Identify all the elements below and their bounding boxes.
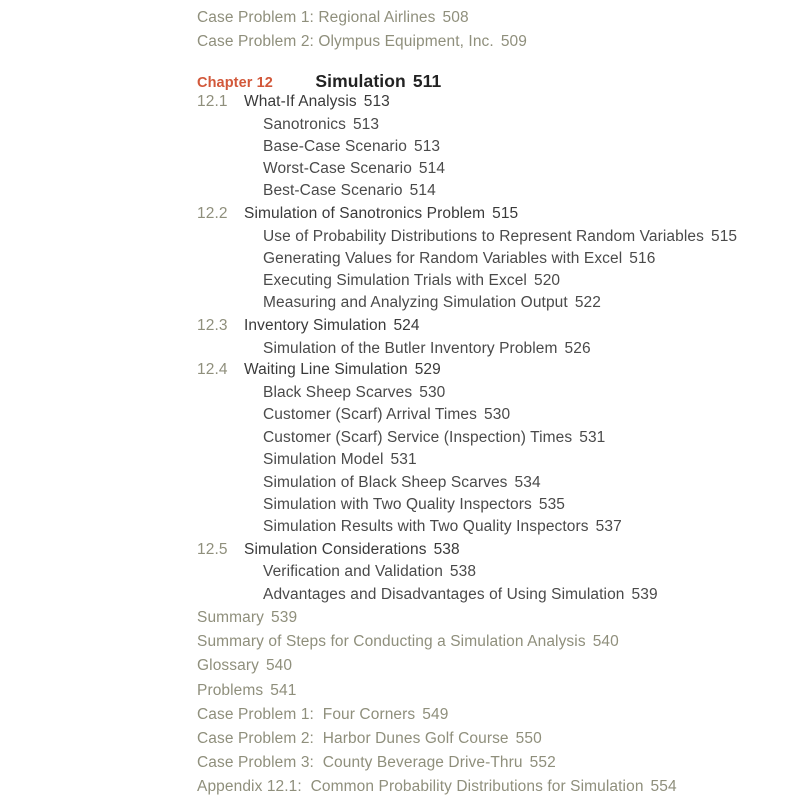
entry-title: Appendix 12.1: Common Probability Distributions for Simulation	[197, 778, 644, 795]
section-page: 515	[492, 205, 519, 222]
entry-title: Glossary	[197, 657, 259, 674]
section-number: 12.4	[197, 361, 228, 378]
entry-title: Summary of Steps for Conducting a Simulation Analysis	[197, 633, 586, 650]
entry-page: 550	[515, 730, 542, 747]
toc-subsection	[263, 450, 417, 470]
entry-page: 530	[419, 384, 446, 401]
entry-title: Use of Probability Distributions to Represent Random Variables	[263, 228, 704, 245]
toc-subsection	[263, 293, 601, 313]
entry-page: 539	[631, 586, 658, 603]
toc-subsection	[263, 249, 655, 269]
entry-title: Customer (Scarf) Service (Inspection) Times	[263, 429, 573, 446]
toc-subsection	[263, 405, 510, 425]
entry-page: 515	[710, 228, 738, 245]
toc-entry-case-problem-3	[197, 753, 556, 773]
entry-page: 514	[409, 182, 436, 199]
entry-title: Simulation Results with Two Quality Inspectors	[263, 518, 589, 535]
entry-title: Summary	[197, 609, 265, 626]
entry-page: 516	[629, 250, 656, 267]
entry-title: Simulation of Black Sheep Scarves	[263, 474, 508, 491]
entry-title: Case Problem 3: County Beverage Drive-Thru	[197, 754, 523, 771]
entry-title: Case Problem 1: Regional Airlines	[197, 9, 436, 26]
toc-subsection	[263, 159, 445, 179]
toc-entry-case-problem-1	[197, 705, 448, 725]
toc-entry-glossary	[197, 656, 292, 676]
entry-page: 539	[271, 609, 298, 626]
section-number: 12.3	[197, 317, 228, 334]
entry-page: 534	[514, 474, 541, 491]
toc-subsection	[263, 428, 605, 448]
section-title: Simulation of Sanotronics Problem	[244, 205, 486, 222]
entry-page: 535	[538, 496, 566, 513]
toc-entry-intro-case-1	[197, 8, 469, 28]
entry-title: Executing Simulation Trials with Excel	[263, 272, 527, 289]
entry-page: 522	[574, 294, 601, 311]
toc-subsection	[263, 227, 737, 247]
entry-page: 513	[413, 138, 441, 155]
toc-subsection	[263, 517, 622, 537]
entry-title: Case Problem 2: Harbor Dunes Golf Course	[197, 730, 509, 747]
entry-title: Measuring and Analyzing Simulation Output	[263, 294, 568, 311]
toc-entry-summary-of-steps	[197, 632, 619, 652]
chapter-title: Simulation	[315, 71, 406, 91]
section-number: 12.1	[197, 93, 228, 110]
entry-page: 552	[529, 754, 556, 771]
entry-title: Sanotronics	[263, 116, 346, 133]
toc-section-12-4	[197, 360, 441, 380]
entry-title: Simulation Model	[263, 451, 384, 468]
entry-title: Advantages and Disadvantages of Using Simulation	[263, 586, 625, 603]
toc-section-12-1	[197, 92, 390, 112]
toc-section-12-2	[197, 204, 518, 224]
section-page: 513	[363, 93, 390, 110]
toc-entry-case-problem-2	[197, 729, 542, 749]
entry-page: 509	[500, 33, 527, 50]
toc-subsection	[263, 585, 658, 605]
toc-entry-intro-case-2	[197, 32, 527, 52]
entry-page: 540	[592, 633, 619, 650]
toc-subsection	[263, 181, 436, 201]
toc-entry-appendix	[197, 777, 677, 797]
toc-section-12-5	[197, 540, 460, 560]
entry-page: 554	[650, 778, 677, 795]
section-page: 538	[433, 541, 460, 558]
toc-subsection	[263, 339, 591, 359]
entry-title: Best-Case Scenario	[263, 182, 403, 199]
section-page: 524	[393, 317, 420, 334]
entry-title: Case Problem 1: Four Corners	[197, 706, 416, 723]
toc-entry-problems	[197, 681, 296, 701]
entry-page: 520	[533, 272, 561, 289]
entry-title: Verification and Validation	[263, 563, 443, 580]
section-title: Waiting Line Simulation	[244, 361, 408, 378]
toc-subsection	[263, 473, 541, 493]
section-title: Inventory Simulation	[244, 317, 387, 334]
chapter-heading	[197, 70, 441, 94]
toc-entry-summary	[197, 608, 297, 628]
section-number: 12.2	[197, 205, 228, 222]
toc-subsection	[263, 137, 440, 157]
chapter-page: 511	[412, 71, 442, 91]
toc-subsection	[263, 562, 476, 582]
chapter-label: Chapter 12	[197, 75, 273, 91]
entry-title: Base-Case Scenario	[263, 138, 407, 155]
entry-page: 508	[442, 9, 469, 26]
entry-page: 531	[579, 429, 606, 446]
entry-page: 540	[265, 657, 293, 674]
entry-page: 530	[484, 406, 511, 423]
toc-subsection	[263, 271, 560, 291]
section-title: Simulation Considerations	[244, 541, 427, 558]
entry-page: 531	[390, 451, 417, 468]
entry-page: 526	[564, 340, 591, 357]
entry-page: 538	[449, 563, 477, 580]
entry-title: Customer (Scarf) Arrival Times	[263, 406, 478, 423]
entry-title: Problems	[197, 682, 264, 699]
entry-title: Worst-Case Scenario	[263, 160, 412, 177]
section-page: 529	[414, 361, 441, 378]
entry-page: 513	[352, 116, 380, 133]
toc-subsection	[263, 383, 445, 403]
entry-title: Generating Values for Random Variables with Excel	[263, 250, 623, 267]
section-number: 12.5	[197, 541, 228, 558]
toc-subsection	[263, 495, 565, 515]
entry-page: 514	[418, 160, 446, 177]
entry-title: Case Problem 2: Olympus Equipment, Inc.	[197, 33, 494, 50]
entry-page: 549	[422, 706, 449, 723]
entry-title: Black Sheep Scarves	[263, 384, 413, 401]
entry-title: Simulation of the Butler Inventory Problem	[263, 340, 558, 357]
entry-title: Simulation with Two Quality Inspectors	[263, 496, 532, 513]
entry-page: 537	[595, 518, 622, 535]
toc-subsection	[263, 115, 379, 135]
entry-page: 541	[270, 682, 297, 699]
section-title: What-If Analysis	[244, 93, 357, 110]
toc-section-12-3	[197, 316, 420, 336]
